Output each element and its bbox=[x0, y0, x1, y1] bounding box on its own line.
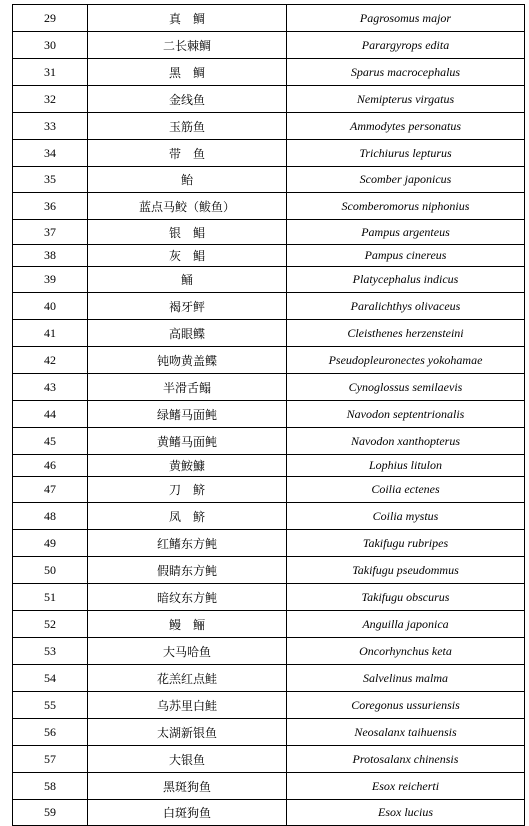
chinese-name-cell: 鳗 鲡 bbox=[88, 611, 287, 638]
table-row bbox=[13, 503, 525, 530]
chinese-name-cell: 黄鮟鱇 bbox=[88, 455, 287, 477]
chinese-name-cell: 黑斑狗鱼 bbox=[88, 773, 287, 800]
table-row bbox=[13, 347, 525, 374]
chinese-name-cell: 金线鱼 bbox=[88, 86, 287, 113]
chinese-name-cell: 暗纹东方鲀 bbox=[88, 584, 287, 611]
table-row bbox=[13, 800, 525, 826]
chinese-name-cell: 银 鲳 bbox=[88, 220, 287, 245]
table-row bbox=[13, 59, 525, 86]
chinese-name-cell: 大银鱼 bbox=[88, 746, 287, 773]
chinese-name-cell: 钝吻黄盖鲽 bbox=[88, 347, 287, 374]
table-row bbox=[13, 611, 525, 638]
chinese-name-cell: 带 鱼 bbox=[88, 140, 287, 167]
table-row bbox=[13, 167, 525, 193]
table-row bbox=[13, 320, 525, 347]
table-row bbox=[13, 746, 525, 773]
table-row bbox=[13, 773, 525, 800]
row-number-cell: 56 bbox=[13, 719, 88, 746]
row-number-cell: 47 bbox=[13, 477, 88, 503]
table-row bbox=[13, 140, 525, 167]
scientific-name-cell: Platycephalus indicus bbox=[287, 267, 525, 293]
chinese-name-cell: 高眼鲽 bbox=[88, 320, 287, 347]
row-number-cell: 40 bbox=[13, 293, 88, 320]
chinese-name-cell: 绿鳍马面鲀 bbox=[88, 401, 287, 428]
row-number-cell: 38 bbox=[13, 245, 88, 267]
chinese-name-cell: 鲬 bbox=[88, 267, 287, 293]
chinese-name-cell: 白斑狗鱼 bbox=[88, 800, 287, 826]
table-row bbox=[13, 32, 525, 59]
chinese-name-cell: 半滑舌鳎 bbox=[88, 374, 287, 401]
scientific-name-cell: Pampus argenteus bbox=[287, 220, 525, 245]
row-number-cell: 59 bbox=[13, 800, 88, 826]
chinese-name-cell: 真 鲷 bbox=[88, 5, 287, 32]
table-row bbox=[13, 638, 525, 665]
row-number-cell: 54 bbox=[13, 665, 88, 692]
table-row bbox=[13, 719, 525, 746]
table-row bbox=[13, 584, 525, 611]
scientific-name-cell: Cynoglossus semilaevis bbox=[287, 374, 525, 401]
row-number-cell: 35 bbox=[13, 167, 88, 193]
scientific-name-cell: Coregonus ussuriensis bbox=[287, 692, 525, 719]
table-row bbox=[13, 692, 525, 719]
chinese-name-cell: 灰 鲳 bbox=[88, 245, 287, 267]
row-number-cell: 37 bbox=[13, 220, 88, 245]
scientific-name-cell: Pampus cinereus bbox=[287, 245, 525, 267]
chinese-name-cell: 蓝点马鲛（鲅鱼） bbox=[88, 193, 287, 220]
row-number-cell: 34 bbox=[13, 140, 88, 167]
chinese-name-cell: 凤 鲚 bbox=[88, 503, 287, 530]
table-row bbox=[13, 401, 525, 428]
table-row bbox=[13, 665, 525, 692]
chinese-name-cell: 玉筋鱼 bbox=[88, 113, 287, 140]
chinese-name-cell: 褐牙鲆 bbox=[88, 293, 287, 320]
row-number-cell: 29 bbox=[13, 5, 88, 32]
scientific-name-cell: Scomberomorus niphonius bbox=[287, 193, 525, 220]
scientific-name-cell: Paralichthys olivaceus bbox=[287, 293, 525, 320]
table-row bbox=[13, 5, 525, 32]
scientific-name-cell: Sparus macrocephalus bbox=[287, 59, 525, 86]
scientific-name-cell: Esox lucius bbox=[287, 800, 525, 826]
table-row bbox=[13, 220, 525, 245]
scientific-name-cell: Neosalanx taihuensis bbox=[287, 719, 525, 746]
chinese-name-cell: 黄鳍马面鲀 bbox=[88, 428, 287, 455]
table-row bbox=[13, 293, 525, 320]
row-number-cell: 33 bbox=[13, 113, 88, 140]
table-row bbox=[13, 245, 525, 267]
scientific-name-cell: Takifugu obscurus bbox=[287, 584, 525, 611]
scientific-name-cell: Parargyrops edita bbox=[287, 32, 525, 59]
row-number-cell: 48 bbox=[13, 503, 88, 530]
chinese-name-cell: 花羔红点鲑 bbox=[88, 665, 287, 692]
scientific-name-cell: Pagrosomus major bbox=[287, 5, 525, 32]
chinese-name-cell: 黑 鲷 bbox=[88, 59, 287, 86]
scientific-name-cell: Salvelinus malma bbox=[287, 665, 525, 692]
table-row bbox=[13, 86, 525, 113]
table-row bbox=[13, 455, 525, 477]
row-number-cell: 32 bbox=[13, 86, 88, 113]
scientific-name-cell: Coilia ectenes bbox=[287, 477, 525, 503]
chinese-name-cell: 鲐 bbox=[88, 167, 287, 193]
scientific-name-cell: Scomber japonicus bbox=[287, 167, 525, 193]
chinese-name-cell: 大马哈鱼 bbox=[88, 638, 287, 665]
row-number-cell: 36 bbox=[13, 193, 88, 220]
scientific-name-cell: Esox reicherti bbox=[287, 773, 525, 800]
row-number-cell: 43 bbox=[13, 374, 88, 401]
chinese-name-cell: 太湖新银鱼 bbox=[88, 719, 287, 746]
table-row bbox=[13, 193, 525, 220]
row-number-cell: 41 bbox=[13, 320, 88, 347]
row-number-cell: 52 bbox=[13, 611, 88, 638]
row-number-cell: 53 bbox=[13, 638, 88, 665]
scientific-name-cell: Cleisthenes herzensteini bbox=[287, 320, 525, 347]
scientific-name-cell: Takifugu pseudommus bbox=[287, 557, 525, 584]
table-row bbox=[13, 267, 525, 293]
table-row bbox=[13, 530, 525, 557]
chinese-name-cell: 二长棘鲷 bbox=[88, 32, 287, 59]
scientific-name-cell: Oncorhynchus keta bbox=[287, 638, 525, 665]
chinese-name-cell: 红鳍东方鲀 bbox=[88, 530, 287, 557]
row-number-cell: 51 bbox=[13, 584, 88, 611]
scientific-name-cell: Lophius litulon bbox=[287, 455, 525, 477]
scientific-name-cell: Nemipterus virgatus bbox=[287, 86, 525, 113]
row-number-cell: 46 bbox=[13, 455, 88, 477]
scientific-name-cell: Protosalanx chinensis bbox=[287, 746, 525, 773]
table-row bbox=[13, 557, 525, 584]
table-row bbox=[13, 477, 525, 503]
table-body bbox=[13, 5, 525, 826]
scientific-name-cell: Takifugu rubripes bbox=[287, 530, 525, 557]
chinese-name-cell: 刀 鲚 bbox=[88, 477, 287, 503]
chinese-name-cell: 乌苏里白鲑 bbox=[88, 692, 287, 719]
row-number-cell: 39 bbox=[13, 267, 88, 293]
row-number-cell: 50 bbox=[13, 557, 88, 584]
row-number-cell: 44 bbox=[13, 401, 88, 428]
scientific-name-cell: Navodon xanthopterus bbox=[287, 428, 525, 455]
scientific-name-cell: Anguilla japonica bbox=[287, 611, 525, 638]
chinese-name-cell: 假睛东方鲀 bbox=[88, 557, 287, 584]
scientific-name-cell: Trichiurus lepturus bbox=[287, 140, 525, 167]
scientific-name-cell: Ammodytes personatus bbox=[287, 113, 525, 140]
row-number-cell: 30 bbox=[13, 32, 88, 59]
table-row bbox=[13, 113, 525, 140]
scientific-name-cell: Navodon septentrionalis bbox=[287, 401, 525, 428]
row-number-cell: 49 bbox=[13, 530, 88, 557]
table-row bbox=[13, 374, 525, 401]
row-number-cell: 57 bbox=[13, 746, 88, 773]
row-number-cell: 31 bbox=[13, 59, 88, 86]
row-number-cell: 45 bbox=[13, 428, 88, 455]
scientific-name-cell: Coilia mystus bbox=[287, 503, 525, 530]
table-row bbox=[13, 428, 525, 455]
species-table bbox=[12, 4, 525, 826]
row-number-cell: 42 bbox=[13, 347, 88, 374]
scientific-name-cell: Pseudopleuronectes yokohamae bbox=[287, 347, 525, 374]
row-number-cell: 58 bbox=[13, 773, 88, 800]
row-number-cell: 55 bbox=[13, 692, 88, 719]
